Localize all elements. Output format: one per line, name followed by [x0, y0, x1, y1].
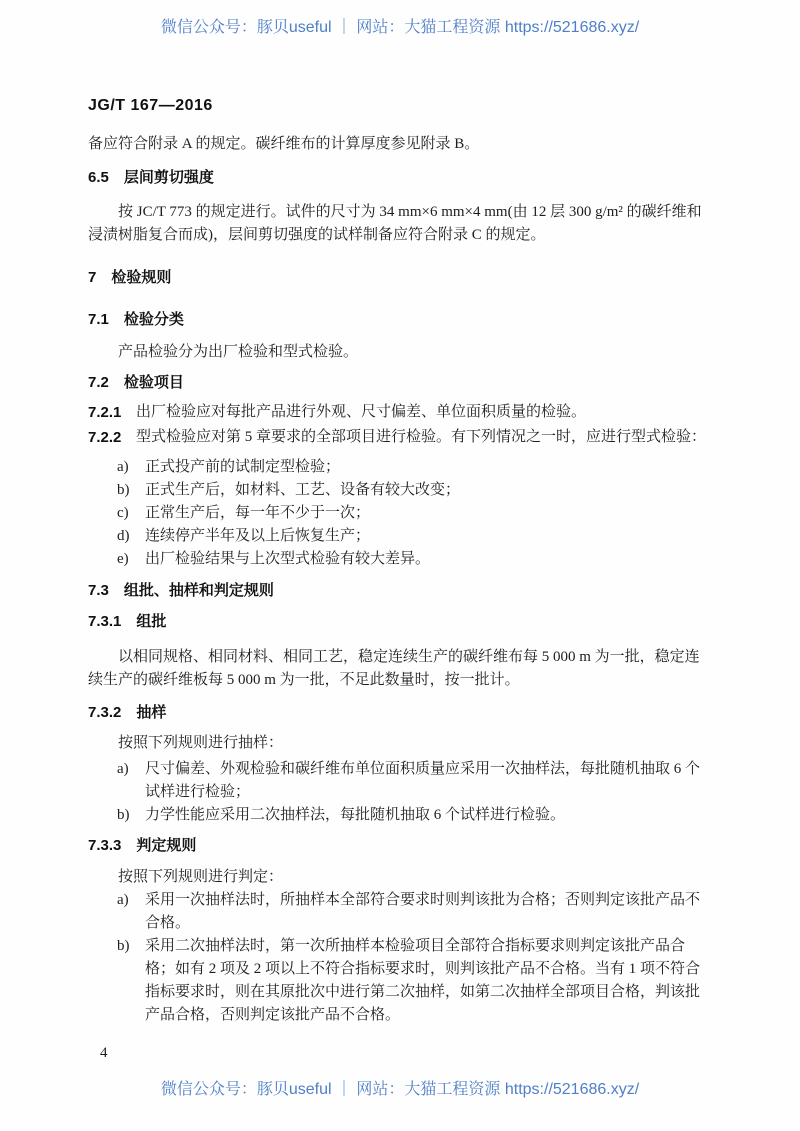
list-item-letter: b): [117, 482, 130, 498]
list-item-letter: b): [117, 938, 130, 954]
section-heading-7-1: [88, 308, 714, 331]
list-item: [88, 758, 714, 804]
paragraph-7-3-3-intro: 按照下列规则进行判定：: [118, 869, 284, 885]
list-item-text: 出厂检验结果与上次型式检验有较大差异。: [145, 551, 431, 567]
list-7-2-2: [88, 456, 714, 571]
section-title: 层间剪切强度: [123, 169, 214, 186]
doc-code: JG/T 167—2016: [88, 97, 213, 114]
list-item: [88, 525, 714, 548]
clause-text: 型式检验应对第 5 章要求的全部项目进行检验。有下列情况之一时，应进行型式检验：: [136, 429, 707, 445]
section-number: 7.3: [88, 582, 109, 599]
chapter-title: 检验规则: [111, 269, 172, 286]
section-title: 抽样: [136, 704, 167, 721]
section-number: 7.1: [88, 311, 109, 328]
list-item-text: 采用一次抽样法时，所抽样本全部符合要求时则判该批为合格；否则判定该批产品不合格。: [145, 892, 701, 931]
list-item: [88, 479, 714, 502]
section-title: 组批: [136, 613, 167, 630]
section-title: 判定规则: [136, 837, 197, 854]
list-item-letter: a): [117, 761, 129, 777]
chapter-heading-7: [88, 266, 714, 289]
clause-7-2-1: [88, 401, 714, 424]
list-item-text: 采用二次抽样法时，第一次所抽样本检验项目全部符合指标要求则判定该批产品合格；如有 2 项及 2 项以上不符合指标要求时，则判该批产品不合格。当有 1 项不符合指标要求时，则在其原批次中进行第二次抽样，如第二次抽样全部项目合格，判该批产品合格，否则判定该批产品不合格。: [145, 938, 701, 1023]
page-number: 4: [100, 1045, 108, 1061]
document-body: [88, 94, 714, 1027]
clause-number: 7.2.2: [88, 429, 122, 446]
section-heading-7-3: [88, 579, 714, 602]
watermark-header: 微信公众号：豚贝useful ｜ 网站：大猫工程资源 https://521686.xyz/: [160, 19, 640, 36]
list-item-letter: b): [117, 807, 130, 823]
paragraph-7-3-2-intro: 按照下列规则进行抽样：: [118, 735, 284, 751]
section-title: 组批、抽样和判定规则: [123, 582, 274, 599]
section-heading-7-3-2: [88, 701, 714, 724]
list-item-letter: a): [117, 892, 129, 908]
list-item: [88, 804, 714, 827]
section-heading-6-5: [88, 166, 714, 189]
list-item-text: 连续停产半年及以上后恢复生产；: [145, 528, 371, 544]
section-heading-7-3-1: [88, 610, 714, 633]
list-item-letter: d): [117, 528, 130, 544]
section-heading-7-2: [88, 371, 714, 394]
section-number: 7.3.1: [88, 613, 122, 630]
paragraph-6-5: 按 JC/T 773 的规定进行。试件的尺寸为 34 mm×6 mm×4 mm(由 12 层 300 g/m² 的碳纤维和浸渍树脂复合而成)，层间剪切强度的试样制备应符合附录 C 的规定。: [88, 204, 702, 243]
section-title: 检验项目: [123, 374, 184, 391]
paragraph-7-1: 产品检验分为出厂检验和型式检验。: [118, 344, 359, 360]
section-heading-7-3-3: [88, 834, 714, 857]
list-item: [88, 548, 714, 571]
section-number: 7.2: [88, 374, 109, 391]
clause-number: 7.2.1: [88, 404, 122, 421]
paragraph-7-3-1: 以相同规格、相同材料、相同工艺，稳定连续生产的碳纤维布每 5 000 m 为一批，稳定连续生产的碳纤维板每 5 000 m 为一批，不足此数量时，按一批计。: [88, 649, 700, 688]
watermark-footer: 微信公众号：豚贝useful ｜ 网站：大猫工程资源 https://521686.xyz/: [160, 1081, 640, 1098]
section-number: 7.3.3: [88, 837, 122, 854]
list-item-letter: e): [117, 551, 129, 567]
list-item-text: 正式投产前的试制定型检验；: [145, 459, 341, 475]
list-item-text: 正常生产后，每一年不少于一次；: [145, 505, 371, 521]
section-number: 7.3.2: [88, 704, 122, 721]
clause-7-2-2: [88, 426, 714, 449]
list-7-3-3: [88, 889, 714, 1027]
list-item-text: 尺寸偏差、外观检验和碳纤维布单位面积质量应采用一次抽样法，每批随机抽取 6 个试样进行检验；: [145, 761, 701, 800]
section-title: 检验分类: [123, 311, 184, 328]
list-item: [88, 456, 714, 479]
section-number: 6.5: [88, 169, 109, 186]
list-item-text: 力学性能应采用二次抽样法，每批随机抽取 6 个试样进行检验。: [145, 807, 566, 823]
list-item: [88, 502, 714, 525]
list-item: [88, 935, 714, 1027]
chapter-number: 7: [88, 269, 97, 286]
list-item: [88, 889, 714, 935]
list-7-3-2: [88, 758, 714, 827]
list-item-text: 正式生产后，如材料、工艺、设备有较大改变；: [145, 482, 461, 498]
clause-text: 出厂检验应对每批产品进行外观、尺寸偏差、单位面积质量的检验。: [136, 404, 587, 420]
paragraph-carryover: 备应符合附录 A 的规定。碳纤维布的计算厚度参见附录 B。: [88, 136, 480, 152]
list-item-letter: c): [117, 505, 129, 521]
list-item-letter: a): [117, 459, 129, 475]
